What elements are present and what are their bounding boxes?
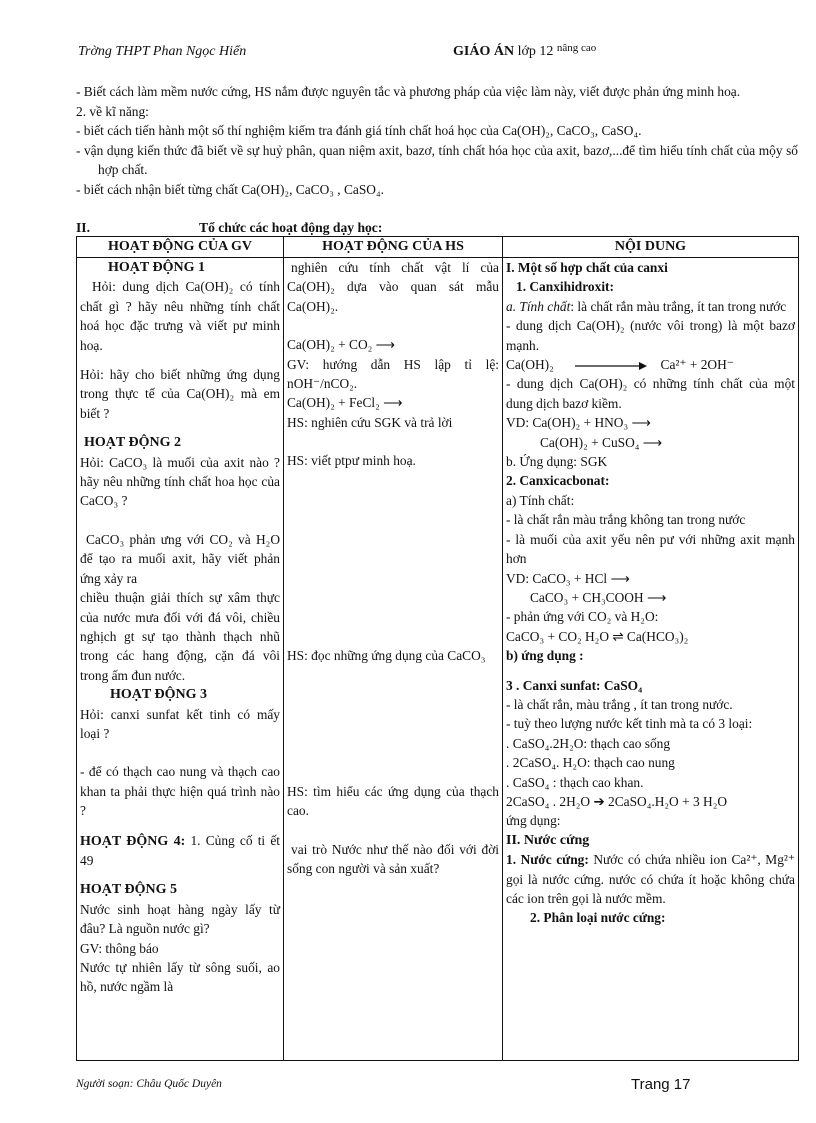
intro-line: - Biết cách làm mềm nước cứng, HS nắm được nguyên tắc và phương pháp của việc làm này, viết được phản ứng minh hoạ. xyxy=(76,84,741,99)
gv-question: Hỏi: dung dịch Ca(OH)₂ có tính chất gì ? hãy nêu những tính chất hoá học đặc trưng và viết pư minh hoạ. xyxy=(80,279,280,353)
hs-activity: nghiên cứu tính chất vật lí của Ca(OH)₂ dựa vào quan sát mẫu Ca(OH)₂. xyxy=(287,260,499,314)
hard-water-label: 1. Nước cứng: xyxy=(506,852,589,868)
title-level: nâng cao xyxy=(556,42,597,54)
hard-water-text: Nước có chứa nhiều ion Ca²⁺, Mg²⁺ gọi là nước cứng. nước có chứa ít hoặc không chứa các ion trên gọi là nước mềm. xyxy=(506,852,795,906)
gypsum-type: . 2CaSO₄. H₂O: thạch cao nung xyxy=(506,755,675,771)
table-header-row xyxy=(77,237,799,258)
content-text: b) ứng dụng : xyxy=(506,648,584,664)
content-text: ứng dụng: xyxy=(506,813,561,829)
activity-4-heading: HOẠT ĐỘNG 4: xyxy=(80,833,186,849)
hs-activity: HS: tìm hiểu các ứng dụng của thạch cao. xyxy=(287,784,499,819)
gv-question: Hỏi: canxi sunfat kết tinh có mấy loại ? xyxy=(80,706,280,741)
school-name: Trờng THPT Phan Ngọc Hiển xyxy=(78,44,247,59)
hs-activity: HS: viết ptpư minh hoạ. xyxy=(287,453,416,469)
property-label: a. Tính chất xyxy=(506,298,571,314)
content-text: a) Tính chất: xyxy=(506,492,575,508)
content-subheading: 2. Canxicacbonat: xyxy=(506,473,610,489)
skills-heading: 2. về kĩ năng: xyxy=(76,103,149,119)
content-text xyxy=(506,297,795,316)
lesson-table xyxy=(76,236,799,1061)
equation xyxy=(506,355,795,374)
content-text: - tuỳ theo lượng nước kết tinh mà ta có 3 loại: xyxy=(506,716,753,732)
section-number: II. xyxy=(76,220,90,235)
activity-4-line xyxy=(80,831,280,871)
example: Ca(OH)₂ + CuSO₄ ⟶ xyxy=(540,434,663,450)
column-header-gv: HOẠT ĐỘNG CỦA GV xyxy=(77,237,284,258)
content-column xyxy=(503,258,799,1061)
content-subheading: 2. Phân loại nước cứng: xyxy=(530,910,666,926)
intro-line: - vận dụng kiến thức đã biết về sự huỷ phân, quan niệm axit, bazơ, tính chất hóa học của axit, bazơ,...để tìm hiểu tính chất của mộy số hợp chất. xyxy=(76,142,798,177)
title-grade: lớp 12 xyxy=(517,44,554,59)
section-title: Tổ chức các hoạt động dạy học: xyxy=(199,220,383,235)
gv-question: chiều thuận giải thích sự xâm thực của nước mưa đối với đá vôi, chiều nghịch gt sự tạo thành thạch nhũ trong các hang động, cặn đá vôi trong ấm đun nước. xyxy=(80,590,280,683)
intro-section xyxy=(76,82,798,199)
activity-3-heading: HOẠT ĐỘNG 3 xyxy=(110,687,207,703)
content-text xyxy=(506,850,795,908)
author-credit: Người soạn: Châu Quốc Duyên xyxy=(76,1078,222,1090)
equation: CaCO₃ + CO₂ H₂O ⇌ Ca(HCO₃)₂ xyxy=(506,628,689,644)
intro-line: - biết cách tiến hành một số thí nghiệm kiểm tra đánh giá tính chất hoá học của Ca(OH)₂, CaCO₃, CaSO₄. xyxy=(76,123,642,138)
title-bold: GIÁO ÁN xyxy=(453,44,515,59)
gv-question: Hỏi: hãy cho biết những ứng dụng trong thực tế của Ca(OH)₂ mà em biết ? xyxy=(80,367,280,421)
table-row xyxy=(77,258,799,1061)
content-text: b. Ứng dụng: SGK xyxy=(506,454,608,470)
column-header-content: NỘI DUNG xyxy=(503,237,799,258)
content-heading: II. Nước cứng xyxy=(506,832,590,848)
gv-question: Hỏi: CaCO₃ là muối của axit nào ? hãy nêu những tính chất hoa học của CaCO₃ ? xyxy=(80,454,280,509)
activity-4-text: 1. Củng cố ti ết 49 xyxy=(80,832,280,868)
property-text: : là chất rắn màu trắng, ít tan trong nước xyxy=(570,298,787,314)
example: VD: Ca(OH)₂ + HNO₃ ⟶ xyxy=(506,415,651,431)
hs-activity: Ca(OH)₂ + CO₂ ⟶ xyxy=(287,337,395,353)
gv-question: - để có thạch cao nung và thạch cao khan ta phải thực hiện quá trình nào ? xyxy=(80,764,280,819)
hs-activity: HS: nghiên cứu SGK và trả lời xyxy=(287,414,453,430)
arrow-right-icon xyxy=(575,361,647,371)
hs-activity: GV: hướng dẫn HS lập tỉ lệ: nOH⁻/nCO₂. xyxy=(287,356,499,392)
content-subheading: 1. Canxihidroxit: xyxy=(516,279,614,295)
gv-question: Nước tự nhiên lấy từ sông suối, ao hồ, nước ngầm là xyxy=(80,960,280,995)
activity-2-heading: HOẠT ĐỘNG 2 xyxy=(84,435,181,451)
gypsum-type: . CaSO₄ : thạch cao khan. xyxy=(506,774,644,790)
gv-column xyxy=(77,258,284,1061)
document-title xyxy=(453,44,596,60)
content-text: - là chất rắn màu trắng không tan trong nước xyxy=(506,512,746,528)
gv-question: CaCO₃ phản ưng với CO₂ và H₂O để tạo ra muối axit, hãy viết phản ứng xảy ra xyxy=(80,531,280,586)
gv-note: GV: thông báo xyxy=(80,940,159,956)
hs-column xyxy=(284,258,503,1061)
column-header-hs: HOẠT ĐỘNG CỦA HS xyxy=(284,237,503,258)
page-header xyxy=(78,44,778,64)
activity-1-heading: HOẠT ĐỘNG 1 xyxy=(108,260,205,275)
content-text: - dung dịch Ca(OH)₂ (nước vôi trong) là một bazơ mạnh. xyxy=(506,318,795,353)
equation: 2CaSO₄ . 2H₂O ➔ 2CaSO₄.H₂O + 3 H₂O xyxy=(506,793,728,809)
example: VD: CaCO₃ + HCl ⟶ xyxy=(506,570,630,586)
page-number: Trang 17 xyxy=(631,1076,691,1093)
content-text: - phản ứng với CO₂ và H₂O: xyxy=(506,609,659,625)
content-text: - dung dịch Ca(OH)₂ có những tính chất của một dung dịch bazơ kiềm. xyxy=(506,376,795,411)
gv-question: Nước sinh hoạt hàng ngày lấy từ đâu? Là nguồn nước gì? xyxy=(80,901,280,937)
content-text: - là chất rắn, màu trắng , ít tan trong nước. xyxy=(506,696,733,712)
example: CaCO₃ + CH₃COOH ⟶ xyxy=(530,589,667,605)
intro-line: - biết cách nhận biết từng chất Ca(OH)₂, CaCO₃ , CaSO₄. xyxy=(76,181,384,197)
equation-right: Ca²⁺ + 2OH⁻ xyxy=(660,357,734,373)
content-text: - là muối của axit yếu nên pư với những axit mạnh hơn xyxy=(506,531,795,567)
hs-activity: HS: đọc những ứng dụng của CaCO₃ xyxy=(287,647,486,663)
hs-activity: vai trò Nước như thế nào đối với đời sống con người và sản xuất? xyxy=(287,841,499,877)
content-subheading: 3 . Canxi sunfat: CaSO₄ xyxy=(506,677,643,693)
activity-5-heading: HOẠT ĐỘNG 5 xyxy=(80,882,177,898)
content-heading: I. Một số hợp chất của canxi xyxy=(506,260,668,275)
gypsum-type: . CaSO₄.2H₂O: thạch cao sống xyxy=(506,735,671,751)
page-footer xyxy=(76,1076,798,1096)
hs-activity: Ca(OH)₂ + FeCl₂ ⟶ xyxy=(287,395,403,411)
equation-left: Ca(OH)₂ xyxy=(506,357,554,373)
